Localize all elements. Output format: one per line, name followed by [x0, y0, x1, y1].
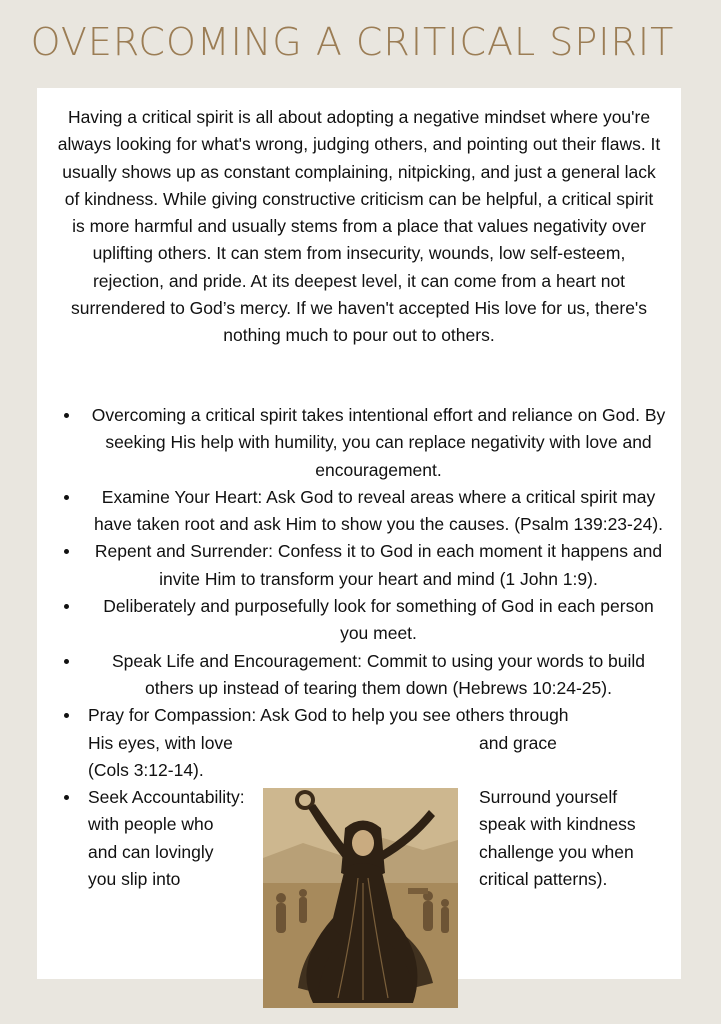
bullet-dot	[64, 549, 69, 554]
bullet-dot	[64, 495, 69, 500]
page-title: OVERCOMING A CRITICAL SPIRIT	[30, 20, 675, 64]
list-item: Repent and Surrender: Confess it to God in each moment it happens and invite Him to transform your heart and mind (1 John 1:9).	[64, 538, 669, 593]
dancing-woman-icon	[263, 788, 458, 1008]
bullet-dot	[64, 604, 69, 609]
list-item: Deliberately and purposefully look for something of God in each person you meet.	[64, 593, 669, 648]
woman-dancing-illustration	[263, 788, 458, 1008]
bullet-dot	[64, 413, 69, 418]
bullet-dot	[64, 659, 69, 664]
list-item-compassion: Pray for Compassion: Ask God to help you see others through His eyes, with love and grace (Cols 3:12-14).	[64, 702, 669, 784]
list-item: Overcoming a critical spirit takes intentional effort and reliance on God. By seeking His help with humility, you can replace negativity with love and encouragement.	[64, 402, 669, 484]
list-item: Speak Life and Encouragement: Commit to using your words to build others up instead of tearing them down (Hebrews 10:24-25).	[64, 648, 669, 703]
bullet-dot	[64, 713, 69, 718]
intro-paragraph: Having a critical spirit is all about adopting a negative mindset where you're always looking for what's wrong, judging others, and pointing out their flaws. It usually shows up as constant complaining, nitpicking, and just a general lack of kindness. While giving constructive criticism can be helpful, a critical spirit is more harmful and usually stems from a place that values negativity over uplifting others. It can stem from insecurity, wounds, low self-esteem, rejection, and pride. At its deepest level, it can come from a heart not surrendered to God’s mercy. If we haven't accepted His love for us, there's nothing much to pour out to others.	[57, 107, 661, 346]
list-item-accountability: Seek Accountability: Surround yourself with people who speak with kindness and can lovingly challenge you when you slip into critical patterns).	[64, 784, 669, 893]
bullet-dot	[64, 795, 69, 800]
list-item: Examine Your Heart: Ask God to reveal areas where a critical spirit may have taken root and ask Him to show you the causes. (Psalm 139:23-24).	[64, 484, 669, 539]
